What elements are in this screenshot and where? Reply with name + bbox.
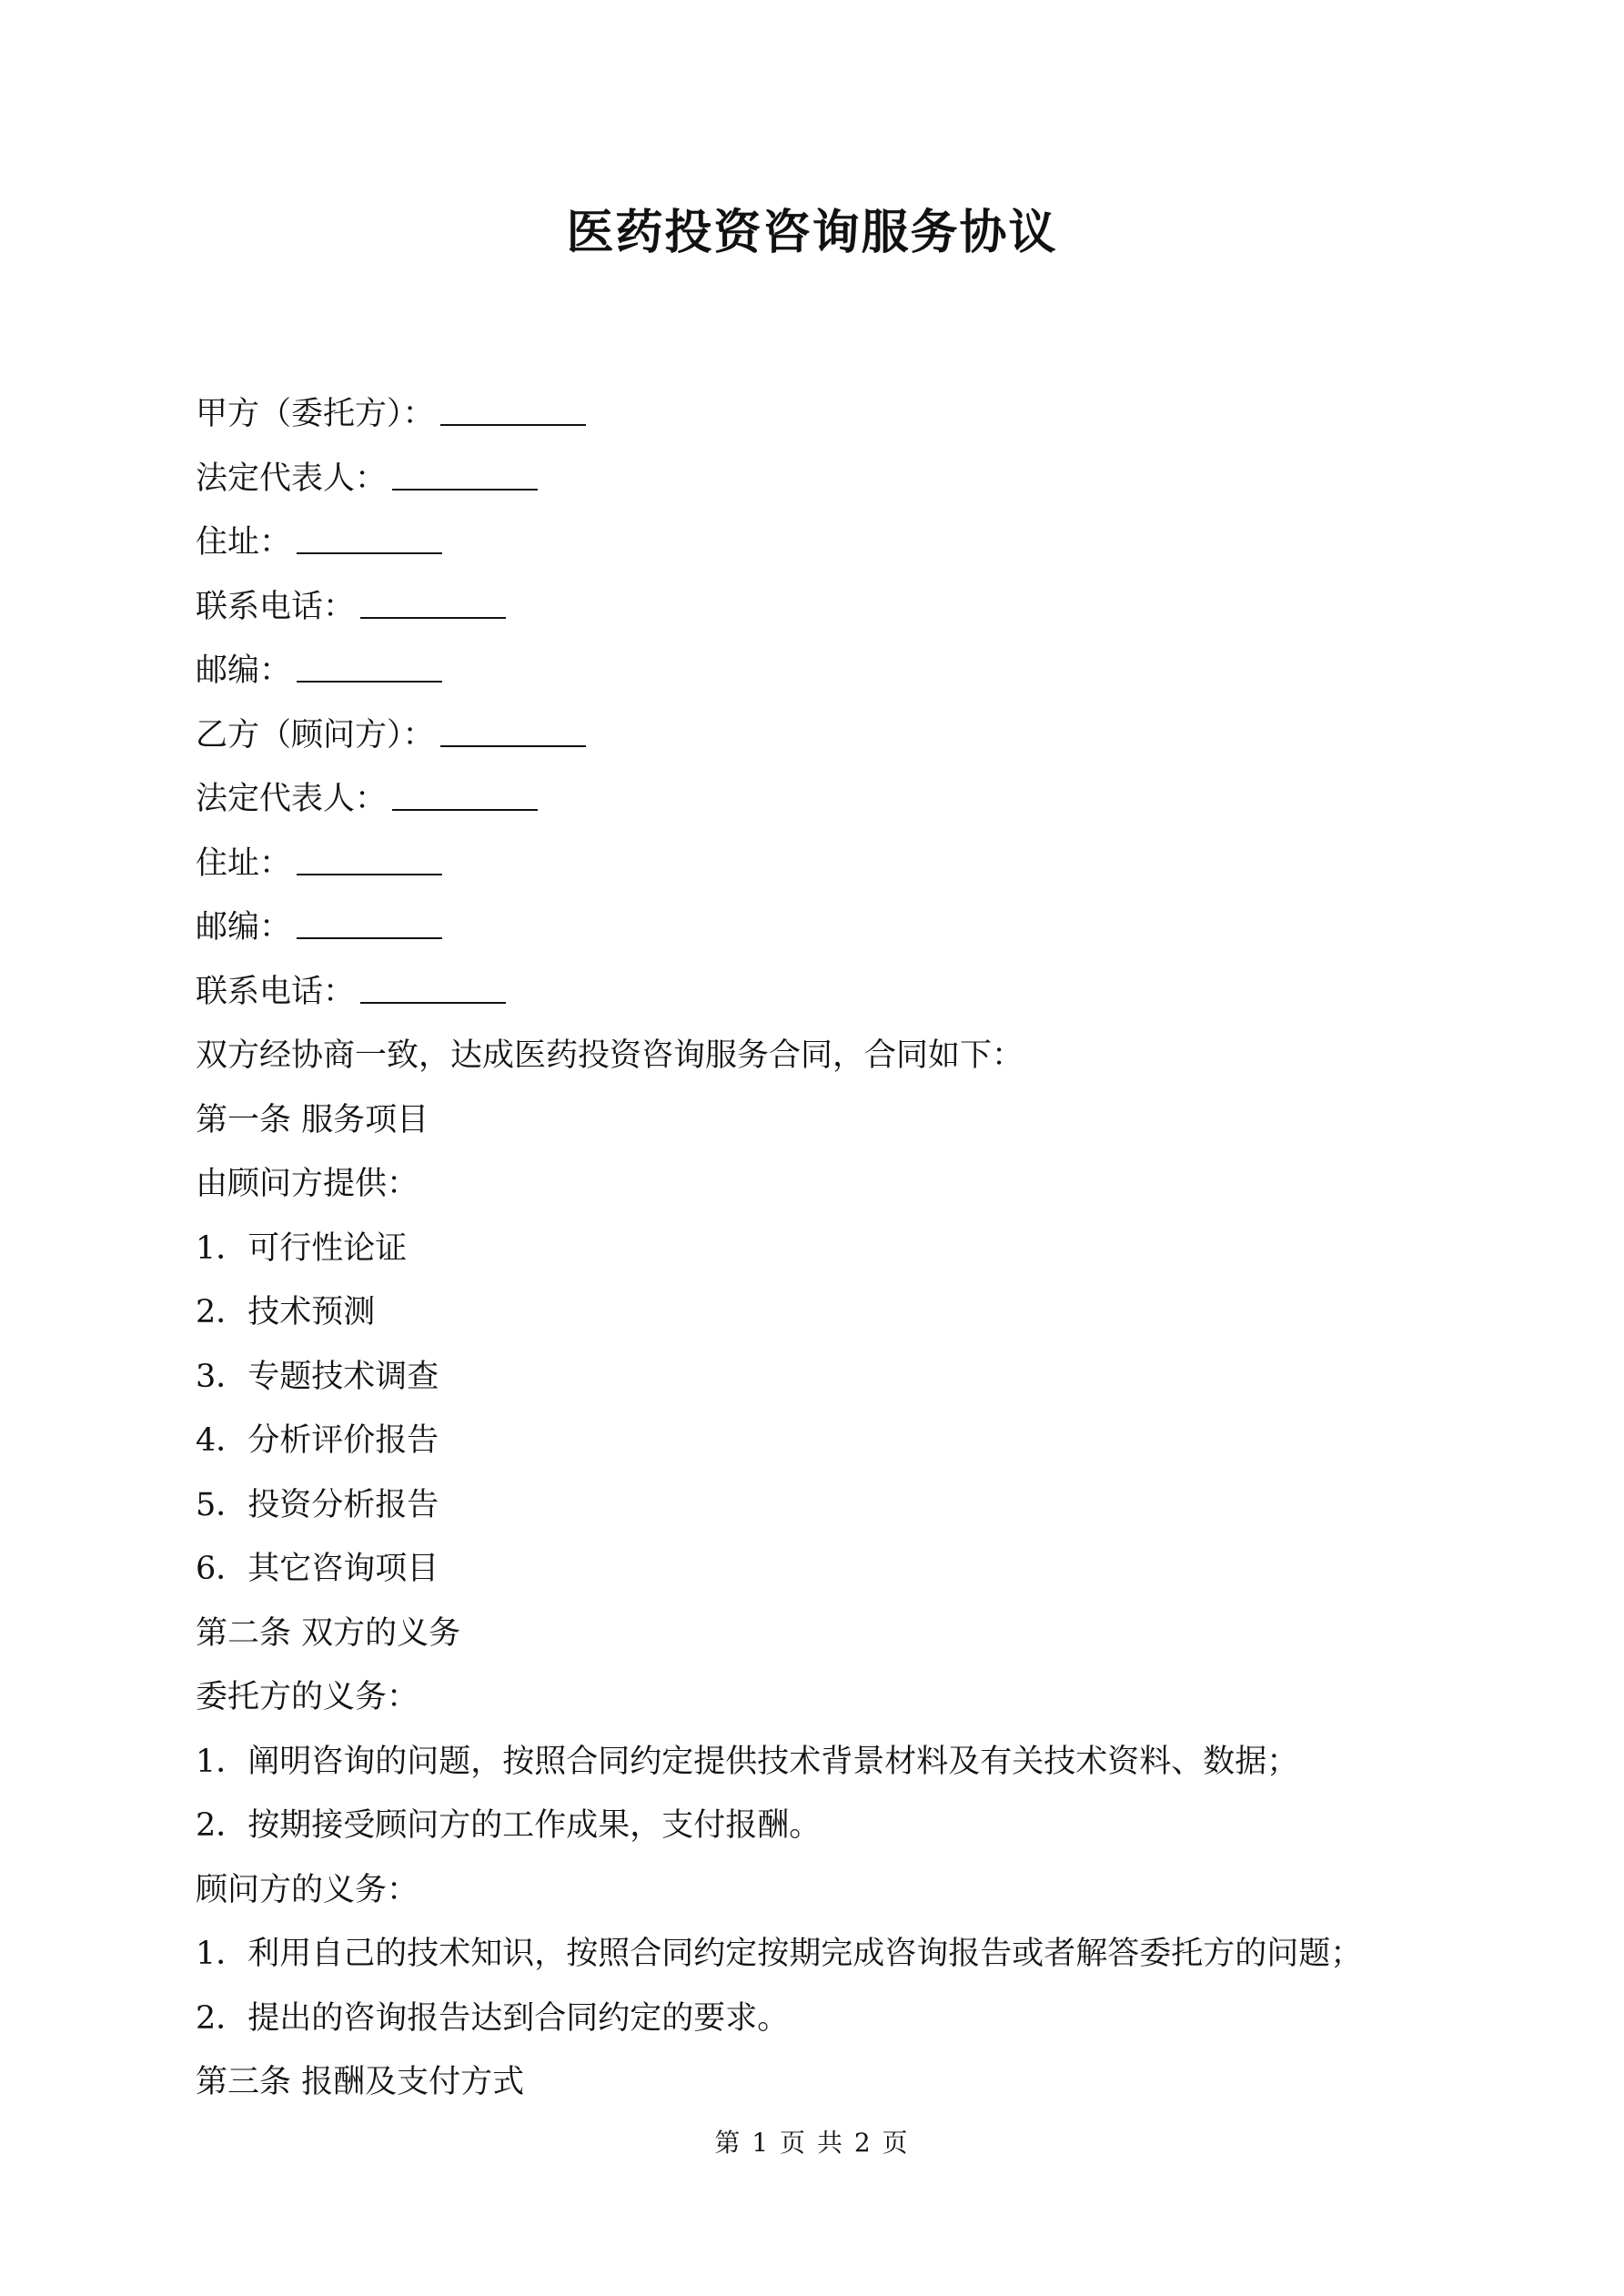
party-b-phone-blank <box>360 971 506 1004</box>
article-3-heading: 第三条 报酬及支付方式 <box>196 2064 525 2100</box>
list-item: 1．可行性论证 <box>196 1229 408 1267</box>
list-item: 2．技术预测 <box>196 1294 376 1330</box>
page-indicator: 第 1 页 共 2 页 <box>714 2128 910 2158</box>
list-item: 2．提出的咨询报告达到合同约定的要求。 <box>196 1999 790 2037</box>
party-a-postcode-label: 邮编： <box>196 652 292 689</box>
party-a-name-label: 甲方（委托方）： <box>196 396 435 432</box>
list-item: 3．专题技术调查 <box>196 1358 439 1395</box>
party-a-phone-label: 联系电话： <box>196 588 356 625</box>
document-title: 医药投资咨询服务协议 <box>566 205 1058 260</box>
party-b-address-line <box>196 832 1469 896</box>
party-a-postcode-line <box>196 639 1469 703</box>
party-a-address-label: 住址： <box>196 524 292 561</box>
party-b-phone-line <box>196 960 1469 1025</box>
party-b-phone-label: 联系电话： <box>196 973 356 1010</box>
party-b-name-label: 乙方（顾问方）： <box>196 716 435 754</box>
list-item: 2．按期接受顾问方的工作成果，支付报酬。 <box>196 1807 822 1844</box>
list-item: 4．分析评价报告 <box>196 1422 439 1459</box>
party-b-name-line <box>196 703 1469 768</box>
article-1-heading: 第一条 服务项目 <box>196 1101 429 1138</box>
party-b-postcode-blank <box>297 906 442 939</box>
party-b-rep-line <box>196 767 1469 832</box>
list-item: 1．阐明咨询的问题，按照合同约定提供技术背景材料及有关技术资料、数据； <box>196 1743 1299 1780</box>
client-obligations-lead: 委托方的义务： <box>196 1679 419 1715</box>
list-item: 5．投资分析报告 <box>196 1486 439 1523</box>
consultant-obligations-lead: 顾问方的义务： <box>196 1871 419 1908</box>
document-body <box>196 382 1469 2115</box>
list-item: 6．其它咨询项目 <box>196 1551 439 1587</box>
party-a-phone-blank <box>360 586 506 619</box>
party-b-rep-label: 法定代表人： <box>196 781 388 817</box>
party-a-name-line <box>196 382 1469 447</box>
party-b-postcode-label: 邮编： <box>196 909 292 946</box>
party-a-rep-label: 法定代表人： <box>196 460 388 497</box>
list-item: 1．利用自己的技术知识，按照合同约定按期完成咨询报告或者解答委托方的问题； <box>196 1936 1363 1972</box>
party-a-rep-line <box>196 447 1469 511</box>
party-a-address-blank <box>297 521 442 554</box>
party-b-address-label: 住址： <box>196 845 292 882</box>
intro-paragraph: 双方经协商一致，达成医药投资咨询服务合同，合同如下： <box>196 1037 1024 1074</box>
party-b-name-blank <box>440 714 586 747</box>
article-2-heading: 第二条 双方的义务 <box>196 1614 461 1652</box>
party-a-rep-blank <box>392 458 538 491</box>
article-1-lead: 由顾问方提供： <box>196 1166 419 1202</box>
party-b-address-blank <box>297 843 442 875</box>
party-a-address-line <box>196 511 1469 575</box>
party-a-name-blank <box>440 393 586 426</box>
party-a-phone-line <box>196 575 1469 640</box>
party-b-rep-blank <box>392 778 538 811</box>
party-a-postcode-blank <box>297 650 442 683</box>
party-b-postcode-line <box>196 895 1469 960</box>
